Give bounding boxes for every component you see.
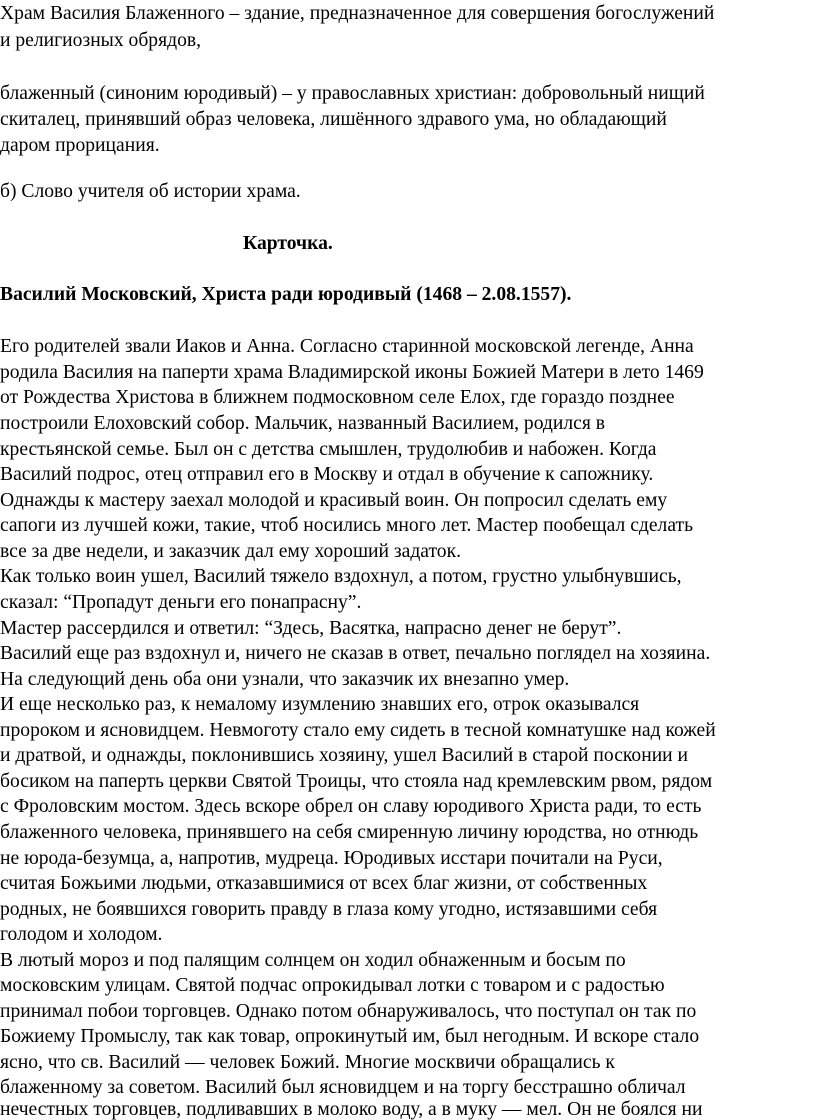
body-line: И еще несколько раз, к немалому изумлению знавших его, отрок оказывался [0,694,640,715]
body-line: родила Василия на паперти храма Владимирской иконы Божией Матери в лето 1469 [0,362,704,383]
body-line: Божиему Промыслу, так как товар, опрокинутый им, был негодным. И вскоре стало [0,1026,700,1047]
body-line: все за две недели, и заказчик дал ему хороший задаток. [0,541,462,562]
body-line: с Фроловским мостом. Здесь вскоре обрел он славу юродивого Христа ради, то есть [0,796,702,817]
body-line: босиком на паперть церкви Святой Троицы, что стояла над кремлевским рвом, рядом [0,771,713,792]
body-line: Мастер рассердился и ответил: “Здесь, Васятка, напрасно денег не берут”. [0,618,622,639]
body-line: сказал: “Пропадут деньги его понапрасну”. [0,592,362,613]
card-title: Карточка. [243,233,333,254]
body-line: сапоги из лучшей кожи, такие, чтоб носились много лет. Мастер пообещал сделать [0,515,694,536]
definition-line: скиталец, принявший образ человека, лишённого здравого ума, но обладающий [0,109,667,130]
body-line: построили Елоховский собор. Мальчик, названный Василием, родился в [0,413,606,434]
body-line: голодом и холодом. [0,924,163,945]
body-line: Василий еще раз вздохнул и, ничего не сказав в ответ, печально поглядел на хозяина. [0,643,711,664]
body-line: считая Божьими людьми, отказавшимися от всех благ жизни, от собственных [0,873,648,894]
card-heading: Василий Московский, Христа ради юродивый (1468 – 2.08.1557). [0,284,572,305]
body-line: блаженного человека, принявшего на себя смиренную личину юродства, но отнюдь [0,822,699,843]
body-line: На следующий день оба они узнали, что заказчик их внезапно умер. [0,669,570,690]
body-line: Как только воин ушел, Василий тяжело вздохнул, а потом, грустно улыбнувшись, [0,566,682,587]
body-line: Его родителей звали Иаков и Анна. Согласно старинной московской легенде, Анна [0,336,694,357]
intro-line: Храм Василия Блаженного – здание, предназначенное для совершения богослужений [0,3,715,24]
body-line: Однажды к мастеру заехал молодой и красивый воин. Он попросил сделать ему [0,490,668,511]
body-line: и дратвой, и однажды, поклонившись хозяину, ушел Василий в старой посконии и [0,745,689,766]
body-line: блаженному за советом. Василий был ясновидцем и на торгу бесстрашно обличал [0,1077,686,1098]
body-line: пророком и ясновидцем. Невмоготу стало ему сидеть в тесной комнатушке над кожей [0,720,716,741]
intro-line: и религиозных обрядов, [0,30,202,51]
body-line: от Рождества Христова в ближнем подмосковном селе Елох, где гораздо позднее [0,387,675,408]
body-line: принимал побои торговцев. Однако потом обнаруживалось, что поступал он так по [0,1001,697,1022]
definition-line: блаженный (синоним юродивый) – у православных христиан: добровольный нищий [0,83,705,104]
section-b-line: б) Слово учителя об истории храма. [0,181,301,202]
body-line: ясно, что св. Василий — человек Божий. Многие москвичи обращались к [0,1052,615,1073]
body-line: не юрода-безумца, а, напротив, мудреца. Юродивых исстари почитали на Руси, [0,848,663,869]
body-line: родных, не боявшихся говорить правду в глаза кому угодно, истязавшими себя [0,899,658,920]
body-line: Василий подрос, отец отправил его в Москву и отдал в обучение к сапожнику. [0,464,654,485]
body-line: московским улицам. Святой подчас опрокидывал лотки с товаром и с радостью [0,975,665,996]
body-line: В лютый мороз и под палящим солнцем он ходил обнаженным и босым по [0,950,626,971]
body-line: нечестных торговцев, подливавших в молоко воду, а в муку — мел. Он не боялся ни [0,1099,703,1120]
body-line: крестьянской семье. Был он с детства смышлен, трудолюбив и набожен. Когда [0,439,657,460]
definition-line: даром прорицания. [0,135,160,156]
